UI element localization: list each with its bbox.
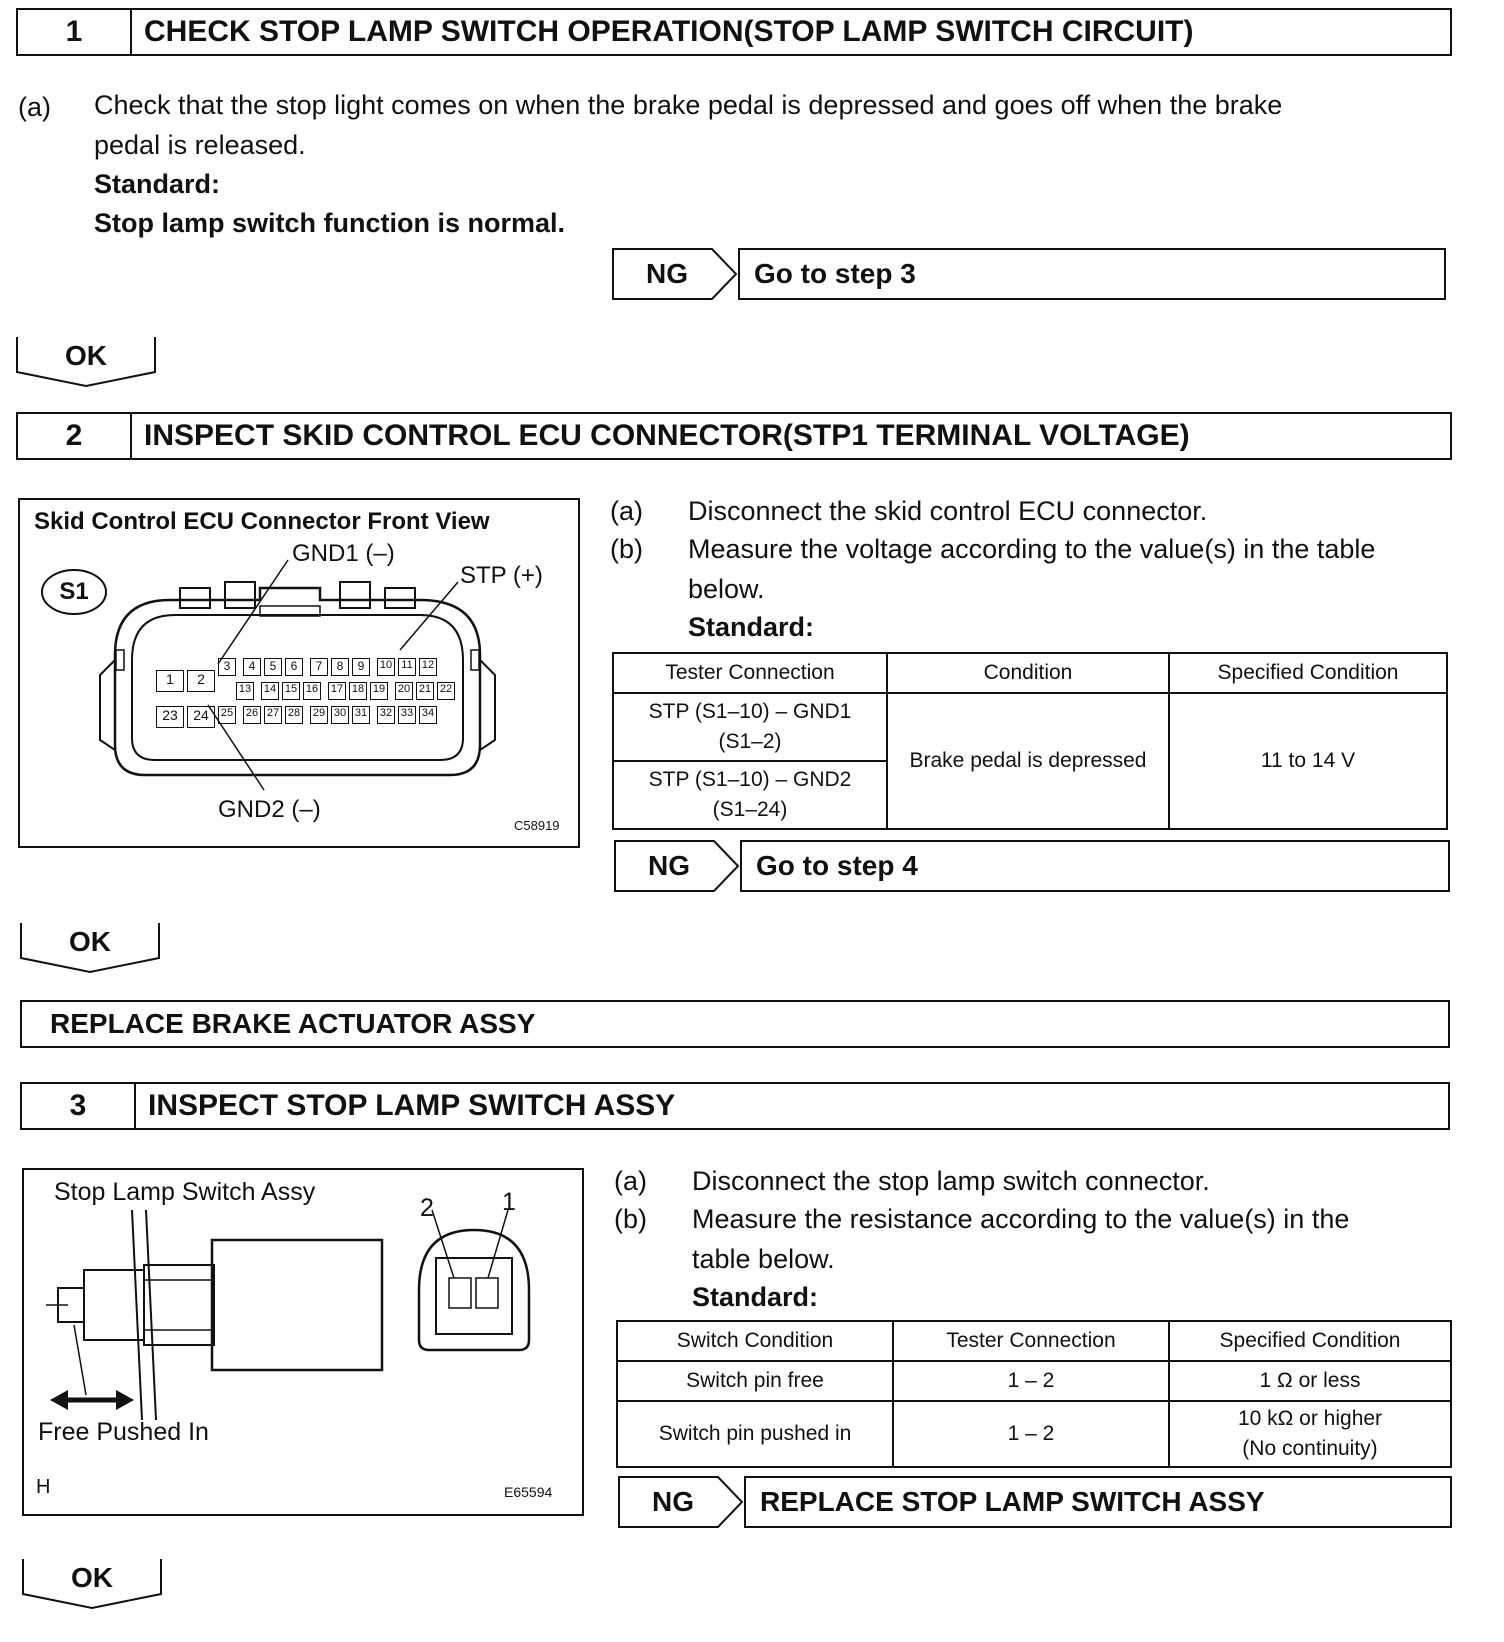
standard-label: Standard: [94,169,221,199]
replace-actuator-bar: REPLACE BRAKE ACTUATOR ASSY [20,1000,1450,1048]
instruction-text: Measure the resistance according to the value(s) in the [692,1204,1350,1234]
ng-branch [614,840,1450,892]
pin: 23 [156,706,184,728]
pin: 7 [310,658,328,676]
cell-line: (S1–24) [712,798,788,821]
step3-header [20,1082,1450,1130]
ok-branch [22,1558,162,1610]
pin: 29 [310,706,328,724]
ng-branch [618,1476,1452,1528]
step2-header [16,412,1452,460]
figure-title: Skid Control ECU Connector Front View [34,508,490,535]
pin: 3 [218,658,236,676]
table-header: Switch Condition [617,1321,893,1361]
step-title: INSPECT SKID CONTROL ECU CONNECTOR(STP1 TERMINAL VOLTAGE) [144,419,1190,452]
table-cell: 1 – 2 [893,1401,1169,1467]
pin: 5 [264,658,282,676]
resistance-spec-table [616,1320,1452,1468]
free-pushed-label: Free Pushed In [38,1418,209,1446]
step-number: 1 [18,10,132,54]
pin: 14 [261,682,279,700]
table-cell: Switch pin pushed in [617,1401,893,1467]
pin: 20 [395,682,413,700]
ng-target: REPLACE STOP LAMP SWITCH ASSY [744,1476,1452,1528]
table-row [613,693,1447,761]
pin: 4 [243,658,261,676]
pin: 2 [187,670,215,692]
voltage-spec-table [612,652,1448,830]
table-cell: Brake pedal is depressed [887,693,1169,829]
ng-target: Go to step 3 [738,248,1446,300]
stp-label: STP (+) [460,562,543,589]
pin: 9 [352,658,370,676]
cell-line: (No continuity) [1242,1437,1378,1460]
cell-line: STP (S1–10) – GND2 [648,768,852,791]
pin: 19 [370,682,388,700]
step-title: INSPECT STOP LAMP SWITCH ASSY [148,1089,676,1122]
pin: 24 [187,706,215,728]
pin: 18 [349,682,367,700]
ok-label: OK [69,926,111,957]
step-number: 2 [18,414,132,458]
instruction-text: Measure the voltage according to the value(s) in the table [688,534,1376,564]
pin: 12 [419,658,437,676]
pin: 34 [419,706,437,724]
table-header: Specified Condition [1169,653,1447,693]
pin: 26 [243,706,261,724]
item-marker: (a) [610,496,643,526]
standard-text: Stop lamp switch function is normal. [94,208,566,238]
table-row [617,1401,1451,1467]
item-marker: (b) [610,534,643,564]
ng-target: Go to step 4 [740,840,1450,892]
instruction-text: below. [688,574,765,604]
ng-branch [612,248,1446,300]
corner-letter: H [36,1476,51,1498]
cell-line: 10 kΩ or higher [1237,1407,1383,1430]
table-header-row [617,1321,1451,1361]
table-header: Condition [887,653,1169,693]
pin: 15 [282,682,300,700]
stop-lamp-switch-figure [22,1168,584,1516]
item-marker: (a) [18,92,51,122]
table-cell: 11 to 14 V [1169,693,1447,829]
step-title: CHECK STOP LAMP SWITCH OPERATION(STOP LAMP SWITCH CIRCUIT) [144,15,1194,48]
pin: 32 [377,706,395,724]
figure-code: C58919 [514,818,560,833]
standard-label: Standard: [692,1282,819,1312]
instruction-text: Disconnect the stop lamp switch connector. [692,1166,1210,1196]
table-row [617,1361,1451,1401]
pin: 31 [352,706,370,724]
pin: 8 [331,658,349,676]
ecu-connector-figure [18,498,580,848]
item-marker: (a) [614,1166,647,1196]
figure-code: E65594 [504,1484,553,1500]
connector-id: S1 [59,578,89,605]
pin: 25 [218,706,236,724]
table-cell: Switch pin free [617,1361,893,1401]
pin: 16 [303,682,321,700]
instruction-text: pedal is released. [94,130,306,160]
cell-line: STP (S1–10) – GND1 [648,700,852,723]
pin: 13 [236,682,254,700]
ok-branch [20,922,160,974]
item-marker: (b) [614,1204,647,1234]
table-header: Tester Connection [613,653,887,693]
ok-label: OK [65,340,107,371]
cell-line: (S1–2) [718,730,782,753]
table-cell: 1 – 2 [893,1361,1169,1401]
figure-title: Stop Lamp Switch Assy [54,1178,316,1206]
ok-label: OK [71,1562,113,1593]
table-cell [613,761,887,829]
standard-label: Standard: [688,612,815,642]
pin: 33 [398,706,416,724]
step-number: 3 [22,1084,136,1128]
ng-label: NG [648,850,690,881]
pin: 27 [264,706,282,724]
pin: 30 [331,706,349,724]
pin-label: 2 [420,1194,434,1222]
pin: 10 [377,658,395,676]
instruction-text: Disconnect the skid control ECU connector. [688,496,1208,526]
table-header-row [613,653,1447,693]
switch-diagram [24,1170,582,1514]
pin: 6 [285,658,303,676]
pin: 11 [398,658,416,676]
gnd2-label: GND2 (–) [218,796,321,823]
pin-row-3 [156,706,437,728]
table-cell [613,693,887,761]
instruction-text: table below. [692,1244,835,1274]
ok-branch [16,336,156,388]
step1-header [16,8,1452,56]
pin: 17 [328,682,346,700]
pin-row-2 [236,682,455,700]
instruction-text: Check that the stop light comes on when the brake pedal is depressed and goes off when the brake [94,90,1283,120]
table-header: Specified Condition [1169,1321,1451,1361]
pin: 21 [416,682,434,700]
pin: 22 [437,682,455,700]
table-header: Tester Connection [893,1321,1169,1361]
pin-label: 1 [502,1188,516,1216]
table-cell: 1 Ω or less [1169,1361,1451,1401]
pin: 28 [285,706,303,724]
ng-label: NG [652,1486,694,1517]
gnd1-label: GND1 (–) [292,540,395,567]
ng-label: NG [646,258,688,289]
table-cell [1169,1401,1451,1467]
pin: 1 [156,670,184,692]
